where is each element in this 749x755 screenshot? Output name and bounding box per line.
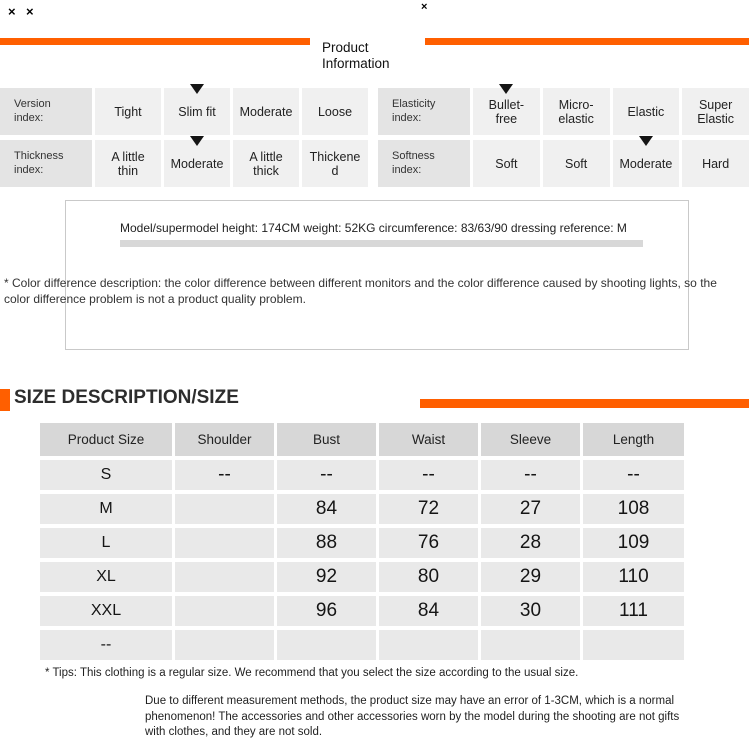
index-label-line1: Elasticity [392, 98, 436, 110]
header-accent-bar-right [425, 38, 749, 45]
level-marker-icon [499, 84, 513, 94]
size-table-row-label: S [40, 460, 172, 490]
size-table-row-label: XL [40, 562, 172, 592]
size-table-cell: 76 [379, 528, 478, 558]
section-title-product-information [322, 40, 390, 72]
size-table-cell [175, 596, 274, 626]
size-heading-accent-left [0, 389, 10, 411]
model-info-box [65, 200, 689, 350]
index-value-cell [302, 140, 368, 187]
index-value-cell [95, 140, 161, 187]
size-table-cell [175, 494, 274, 524]
index-value-label: Super Elastic [697, 97, 735, 126]
index-label-line2: index: [392, 112, 422, 125]
size-table-cell: -- [583, 460, 684, 490]
index-value-label: Elastic [627, 104, 665, 119]
index-value-label: Loose [317, 104, 353, 119]
size-table-header-cell: Length [583, 423, 684, 456]
size-table-cell: -- [379, 460, 478, 490]
size-heading-accent-right [420, 399, 749, 408]
index-value-label: Moderate [619, 156, 673, 171]
softness-index-label [378, 140, 470, 187]
header-accent-bar-left [0, 38, 310, 45]
size-table-cell [277, 630, 376, 660]
elasticity-index-row [378, 88, 749, 135]
size-table-cell: 111 [583, 596, 684, 626]
index-value-cell [682, 140, 749, 187]
measurement-note-text: Due to different measurement methods, the product size may have an error of 1-3CM, which is a normal phenomenon! The accessories and other accessories worn by the model during the shooting are not gifts with clothes, and they are not sold. [145, 695, 680, 739]
index-label-line2: index: [14, 112, 44, 125]
level-marker-icon [639, 136, 653, 146]
index-value-cell [164, 140, 230, 187]
softness-index-row [378, 140, 749, 187]
size-table-cell: 88 [277, 528, 376, 558]
title-line2: Information [322, 55, 390, 71]
version-index-label [0, 88, 92, 135]
thickness-index-label [0, 140, 92, 187]
index-value-label: Soft [565, 156, 588, 171]
index-value-cell [233, 88, 299, 135]
size-table-cell: -- [175, 460, 274, 490]
index-label-line1: Version [14, 98, 51, 110]
size-table-cell: 72 [379, 494, 478, 524]
index-value-cell [543, 140, 610, 187]
size-table-cell: 80 [379, 562, 478, 592]
size-table-cell [583, 630, 684, 660]
size-table-header-cell: Waist [379, 423, 478, 456]
index-value-label: Hard [702, 156, 730, 171]
index-value-cell [233, 140, 299, 187]
size-table-header-cell: Bust [277, 423, 376, 456]
index-value-label: A little thick [249, 149, 283, 178]
size-table-cell [379, 630, 478, 660]
size-table-cell: 84 [277, 494, 376, 524]
size-table-row-label: -- [40, 630, 172, 660]
size-table-header-cell: Product Size [40, 423, 172, 456]
size-table [40, 423, 686, 660]
index-value-cell [543, 88, 610, 135]
index-label-line2: index: [392, 164, 422, 177]
index-value-cell [613, 88, 680, 135]
index-value-cell [473, 140, 540, 187]
artifact-mark: × [421, 1, 428, 13]
index-value-label: Micro-elastic [558, 97, 594, 126]
size-table-cell: 108 [583, 494, 684, 524]
index-label-line1: Softness [392, 150, 435, 162]
size-table-cell: -- [481, 460, 580, 490]
size-table-header-cell: Sleeve [481, 423, 580, 456]
size-table-cell: 27 [481, 494, 580, 524]
index-value-label: A little thin [111, 149, 145, 178]
level-marker-icon [190, 136, 204, 146]
size-table-cell: 29 [481, 562, 580, 592]
index-value-cell [302, 88, 368, 135]
size-table-cell: 30 [481, 596, 580, 626]
size-table-cell: 110 [583, 562, 684, 592]
divider [120, 240, 643, 247]
index-label-line1: Thickness [14, 150, 64, 162]
size-tips-text: * Tips: This clothing is a regular size. We recommend that you select the size according to the usual size. [45, 667, 579, 679]
size-table-header-cell: Shoulder [175, 423, 274, 456]
size-section-heading: SIZE DESCRIPTION/SIZE [14, 387, 239, 408]
size-table-cell [175, 528, 274, 558]
size-table-cell: 92 [277, 562, 376, 592]
index-value-cell [613, 140, 680, 187]
index-value-label: Slim fit [178, 104, 216, 119]
size-table-cell: 109 [583, 528, 684, 558]
index-label-line2: index: [14, 164, 44, 177]
artifact-mark: × [26, 4, 34, 19]
elasticity-index-label [378, 88, 470, 135]
index-value-label: Bullet-free [488, 97, 525, 126]
index-value-label: Tight [114, 104, 142, 119]
index-value-label: Thickened [309, 149, 361, 178]
size-table-row-label: L [40, 528, 172, 558]
color-difference-note: * Color difference description: the color difference between different monitors and the color difference caused by shooting lights, so the color difference problem is not a product quality problem. [4, 276, 717, 306]
index-value-label: Moderate [239, 104, 293, 119]
size-table-cell: 96 [277, 596, 376, 626]
size-table-cell: 28 [481, 528, 580, 558]
index-value-cell [164, 88, 230, 135]
size-table-row-label: M [40, 494, 172, 524]
size-table-cell [481, 630, 580, 660]
level-marker-icon [190, 84, 204, 94]
title-line1: Product [322, 40, 369, 55]
index-value-label: Moderate [170, 156, 224, 171]
size-table-cell [175, 630, 274, 660]
index-value-cell [95, 88, 161, 135]
thickness-index-row [0, 140, 368, 187]
model-info-text: Model/supermodel height: 174CM weight: 52KG circumference: 83/63/90 dressing reference: M [120, 221, 627, 235]
index-value-cell [473, 88, 540, 135]
size-table-row-label: XXL [40, 596, 172, 626]
index-value-label: Soft [495, 156, 518, 171]
version-index-row [0, 88, 368, 135]
size-table-cell: 84 [379, 596, 478, 626]
artifact-mark: × [8, 4, 16, 19]
size-table-cell: -- [277, 460, 376, 490]
index-value-cell [682, 88, 749, 135]
size-table-cell [175, 562, 274, 592]
